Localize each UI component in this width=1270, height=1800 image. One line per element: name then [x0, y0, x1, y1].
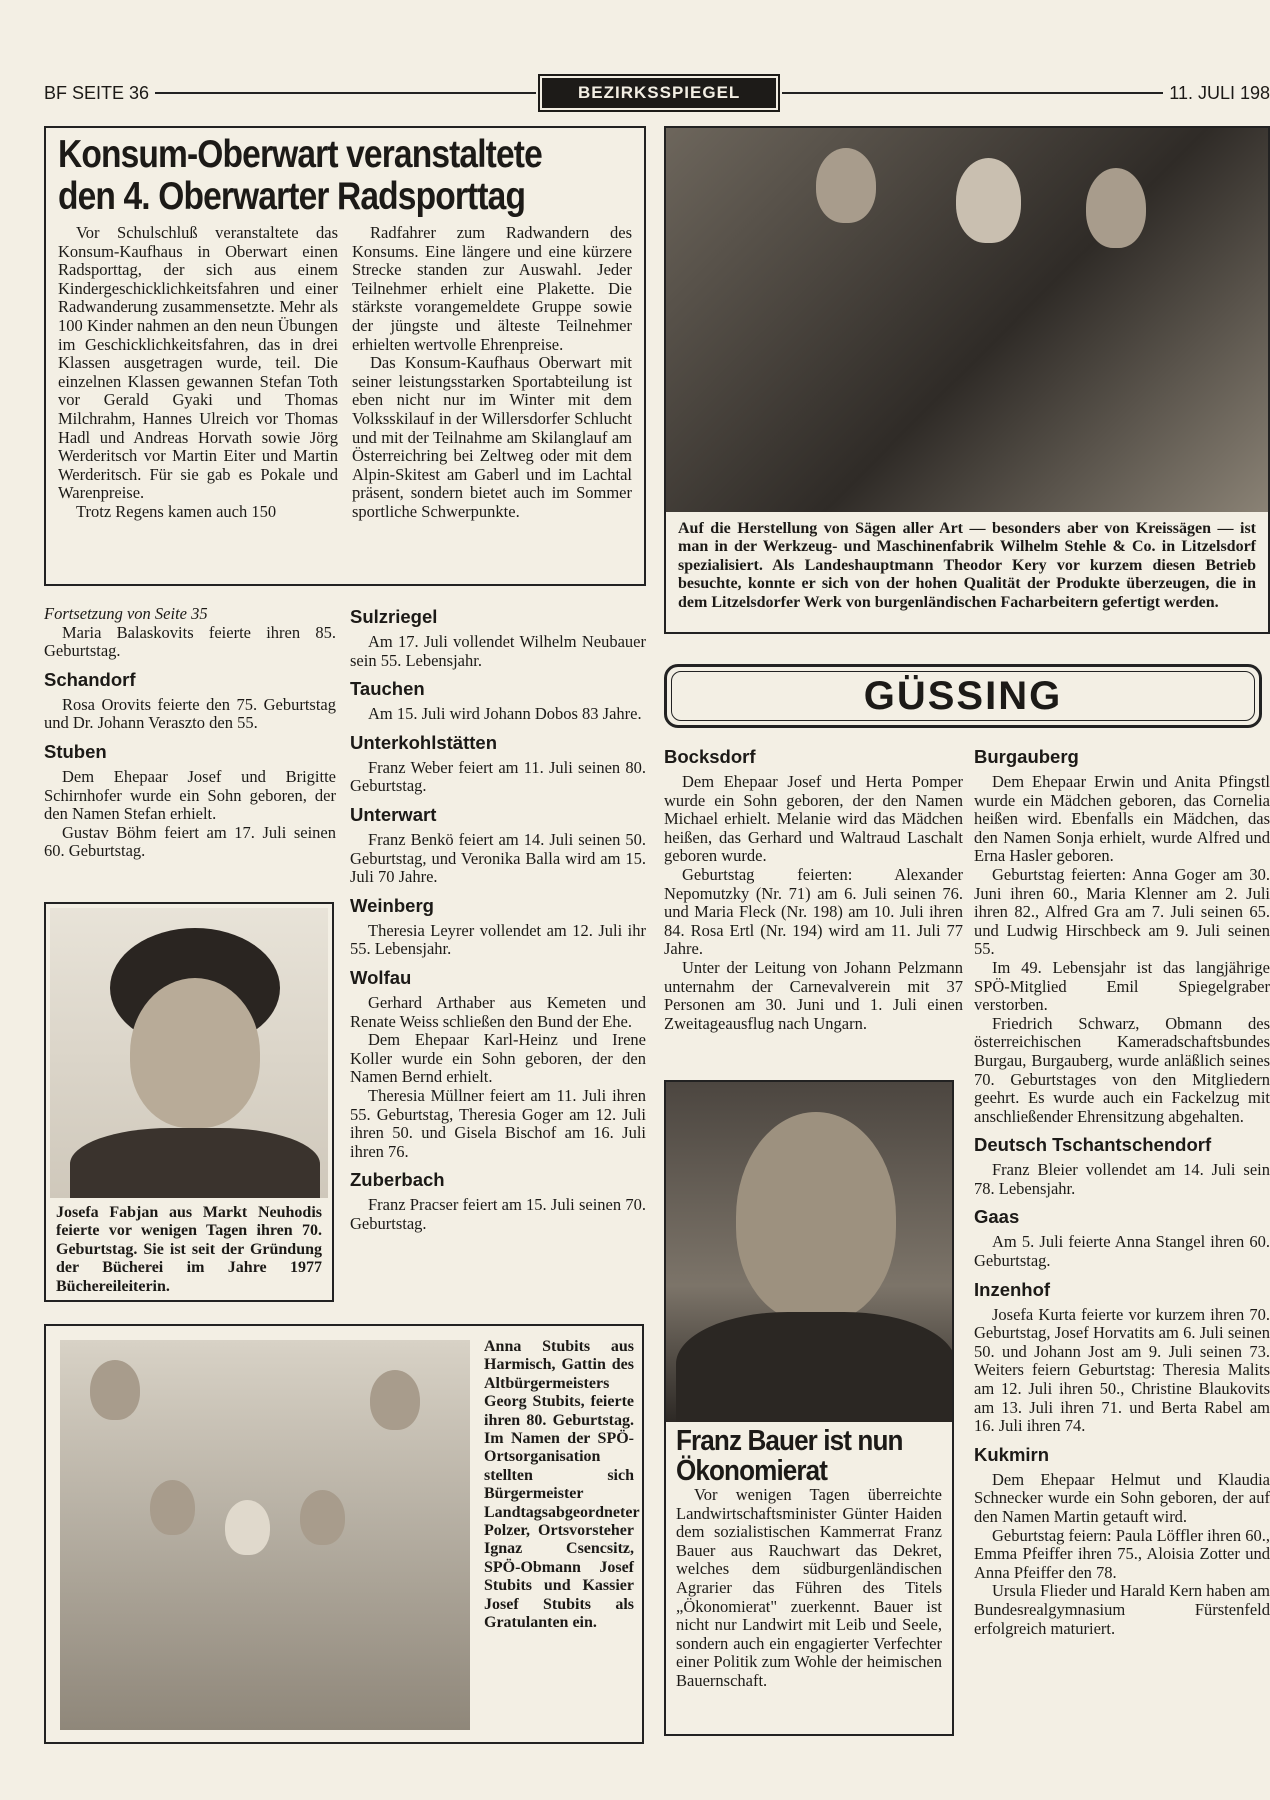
paragraph: Theresia Leyrer vollendet am 12. Juli ihr 55. Lebensjahr.: [350, 920, 646, 959]
fabjan-photo-box: [44, 902, 334, 1302]
paragraph: Am 5. Juli feierte Anna Stangel ihren 60. Geburtstag.: [974, 1232, 1270, 1271]
paragraph: Dem Ehepaar Josef und Herta Pomper wurde ein Sohn geboren, der den Namen Michael erhielt. Melanie wird das Mädchen heißen, das Gerhard und Waltraud Laschalt geboren wurde.: [664, 772, 963, 866]
paragraph: Gustav Böhm feiert am 17. Juli seinen 60. Geburtstag.: [44, 822, 336, 861]
stubits-photo: [60, 1340, 470, 1730]
paragraph: Rosa Orovits feierte den 75. Geburtstag und Dr. Johann Veraszto den 55.: [44, 694, 336, 733]
paragraph: Geburtstag feiern: Paula Löffler ihren 60., Emma Pfeiffer ihren 75., Aloisia Zotter und Anna Pfeiffer den 78.: [974, 1525, 1270, 1582]
fabjan-photo-caption: Josefa Fabjan aus Markt Neuhodis feierte vor wenigen Tagen ihren 70. Geburtstag. Sie ist seit der Gründung der Bücherei im Jahre 1977 Büchereileiterin.: [56, 1204, 322, 1295]
fabjan-photo: [50, 908, 328, 1198]
place-heading: Burgauberg: [974, 746, 1079, 767]
paragraph: Am 15. Juli wird Johann Dobos 83 Jahre.: [368, 704, 642, 724]
news-item: [44, 669, 336, 733]
place-heading: Sulzriegel: [350, 606, 438, 627]
paragraph: Friedrich Schwarz, Obmann des österreichischen Kameradschaftsbundes Burgau, Burgauberg, wurde anläßlich seines 70. Geburtstages von den Mitgliedern geehrt. Es wurde auch ein Fackelzug mit anschließender Ehrensitzung abgehalten.: [974, 1013, 1270, 1126]
paragraph: Gerhard Arthaber aus Kemeten und Renate Weiss schließen den Bund der Ehe.: [350, 992, 646, 1031]
place-heading: Gaas: [974, 1206, 1020, 1228]
right-column: [974, 738, 1270, 1638]
guessing-banner: [664, 664, 1262, 728]
paragraph: Theresia Müllner feiert am 11. Juli ihren 55. Geburtstag, Theresia Goger am 12. Juli ihren 50. und Gisela Bischof am 16. Juli ihren 76.: [350, 1085, 646, 1161]
paragraph: Vor wenigen Tagen überreichte Landwirtschaftsminister Günter Haiden dem sozialistischen Kammerrat Franz Bauer aus Rauchwart das Dekret, welches dem südburgenländischen Agrarier das Führen des Titels „Ökonomierat" zuerkennt. Bauer ist nicht nur Landwirt mit Leib und Seele, sondern auch ein engagierter Verfechter einer Politik zum Wohle der heimischen Bauernschaft.: [676, 1485, 942, 1690]
news-item: [974, 1206, 1270, 1270]
news-item: [350, 732, 646, 796]
paragraph: Josefa Kurta feierte vor kurzem ihren 70. Geburtstag, Josef Horvatits am 6. Juli seinen 50. und Johann Jost am 9. Juli seinen 73. Weiters feiern Geburtstag: Theresia Malits am 12. Juli ihren 50., Christine Blaukovits am 13. Juli ihren 71. und Berta Rabel am 16. Juli ihren 74.: [974, 1304, 1270, 1436]
news-item: [664, 746, 963, 1033]
bauer-headline: Franz Bauer ist nun Ökonomierat: [676, 1425, 903, 1487]
place-heading: Wolfau: [350, 966, 412, 988]
paragraph: Maria Balaskovits feierte ihren 85. Geburtstag.: [44, 622, 336, 661]
continuation-note: Fortsetzung von Seite 35: [44, 604, 208, 623]
news-item: [350, 1169, 646, 1233]
factory-photo: [666, 128, 1268, 512]
news-item: [44, 624, 336, 661]
paragraph: Das Konsum-Kaufhaus Oberwart mit seiner leistungsstarken Sportabteilung ist eben nicht nur im Winter mit dem Volksskilauf in der Willersdorfer Schlucht und mit der Teilnahme am Skilanglauf am Österreichring bei Zeltweg oder mit dem Alpin-Skitest am Gaberl und im Lachtal präsent, sondern bietet auch im Sommer sportliche Schwerpunkte.: [352, 353, 632, 521]
news-item: [974, 1444, 1270, 1638]
news-item: [350, 967, 646, 1161]
place-heading: Bocksdorf: [664, 746, 756, 767]
middle-column: [350, 598, 646, 1233]
paragraph: Geburtstag feierten: Alexander Nepomutzky (Nr. 71) am 6. Juli seinen 76. und Maria Fleck (Nr. 198) am 10. Juli ihren 84. Rosa Ertl (Nr. 194) wird am 11. Juli 77 Jahre.: [664, 864, 963, 959]
paragraph: Im 49. Lebensjahr ist das langjährige SPÖ-Mitglied Emil Spiegelgraber verstorben.: [974, 957, 1270, 1015]
place-heading: Unterkohlstätten: [350, 731, 497, 753]
page-header: [44, 78, 1270, 108]
paragraph: Ursula Flieder und Harald Kern haben am Bundesrealgymnasium Fürstenfeld erfolgreich maturiert.: [974, 1581, 1270, 1638]
bauer-body: [676, 1486, 942, 1691]
paragraph: Franz Weber feiert am 11. Juli seinen 80. Geburtstag.: [350, 757, 646, 796]
left-column: [44, 605, 336, 861]
place-heading: Kukmirn: [974, 1443, 1050, 1465]
news-item: [350, 678, 646, 724]
page-number: BF SEITE 36: [44, 82, 150, 103]
place-heading: Schandorf: [44, 668, 136, 690]
paragraph: Vor Schulschluß veranstaltete das Konsum-Kaufhaus in Oberwart einen Radsporttag, der sich aus einem Kindergeschicklichkeitsfahren und einer Radwanderung zusammensetzte. Mehr als 100 Kinder nahmen an den neun Übungen im Geschicklichkeitsfahren, das in drei Klassen ausgetragen wurde, teil. Die einzelnen Klassen gewannen Stefan Toth vor Gerald Gyaki und Thomas Milchrahm, Hannes Ulreich vor Thomas Hadl und Andreas Horvath sowie Jörg Werderitsch vor Martin Eiter und Martin Werderitsch. Für sie gab es Pokale und Warenpreise.: [58, 223, 338, 503]
place-heading: Inzenhof: [974, 1278, 1051, 1300]
lead-headline: Konsum-Oberwart veranstaltete den 4. Oberwarter Radsporttag: [58, 133, 542, 218]
divider: [155, 92, 536, 94]
paragraph: Dem Ehepaar Josef und Brigitte Schirnhofer wurde ein Sohn geboren, der den Namen Stefan erhielt.: [44, 766, 336, 824]
guessing-title: GÜSSING: [863, 673, 1063, 718]
place-heading: Tauchen: [350, 678, 425, 700]
bauer-photo: [666, 1082, 952, 1422]
news-item: [350, 804, 646, 887]
news-item: [350, 895, 646, 959]
lead-article: [44, 126, 646, 586]
paragraph: Am 17. Juli vollendet Wilhelm Neubauer sein 55. Lebensjahr.: [350, 632, 646, 670]
place-heading: Stuben: [44, 740, 107, 762]
place-heading: Deutsch Tschantschendorf: [974, 1134, 1212, 1156]
paragraph: Franz Benkö feiert am 14. Juli seinen 50. Geburtstag, und Veronika Balla wird am 15. Juli 70 Jahre.: [350, 829, 646, 887]
factory-photo-box: [664, 126, 1270, 634]
place-heading: Unterwart: [350, 803, 437, 825]
place-heading: Weinberg: [350, 894, 434, 916]
news-item: [974, 1279, 1270, 1436]
paragraph: Radfahrer zum Radwandern des Konsums. Eine längere und eine kürzere Strecke standen zur Auswahl. Jeder Teilnehmer erhielt eine Plakette. Die stärkste vorangemeldete Gruppe sowie der jüngste und älteste Teilnehmer erhielten wertvolle Ehrenpreise.: [352, 223, 632, 354]
bauer-article: [664, 1080, 954, 1736]
lead-col-1: [58, 224, 338, 522]
news-item: [974, 1134, 1270, 1198]
factory-photo-caption: Auf die Herstellung von Sägen aller Art — besonders aber von Kreissägen — ist man in der Werkzeug- und Maschinenfabrik Wilhelm Stehle & Co. in Litzelsdorf spezialisiert. Als Landeshauptmann Theodor Kery vor kurzem diesen Betrieb besuchte, konnte er sich von der hohen Qualität der Produkte überzeugen, die in dem Litzelsdorfer Werk von burgenländischen Facharbeitern gefertigt werden.: [678, 520, 1256, 611]
divider: [782, 92, 1163, 94]
news-item: [974, 746, 1270, 1126]
paragraph: Trotz Regens kamen auch 150: [76, 501, 277, 521]
place-heading: Zuberbach: [350, 1169, 445, 1191]
paragraph: Franz Bleier vollendet am 14. Juli sein 78. Lebensjahr.: [974, 1160, 1270, 1198]
section-badge: BEZIRKSSPIEGEL: [542, 78, 776, 108]
paragraph: Dem Ehepaar Karl-Heinz und Irene Koller wurde ein Sohn geboren, der den Namen Bernd erhielt.: [350, 1030, 646, 1087]
lead-col-2: [352, 224, 632, 522]
issue-date: 11. JULI 198: [1169, 82, 1270, 103]
news-item: [350, 606, 646, 670]
paragraph: Dem Ehepaar Erwin und Anita Pfingstl wurde ein Mädchen geboren, das Cornelia heißen wird. Ebenfalls ein Mädchen, das den Namen Sonja erhielt, wurde Alfred und Erna Hasler geboren.: [974, 772, 1270, 866]
paragraph: Geburtstag feierten: Anna Goger am 30. Juni ihren 60., Maria Klenner am 2. Juli ihren 82., Alfred Gra am 7. Juli seinen 65. und Ludwig Hirschbeck am 9. Juli seinen 55.: [974, 864, 1270, 959]
news-item: [44, 741, 336, 861]
paragraph: Dem Ehepaar Helmut und Klaudia Schnecker wurde ein Sohn geboren, der auf den Namen Martin getauft wird.: [974, 1469, 1270, 1526]
paragraph: Unter der Leitung von Johann Pelzmann unternahm der Carnevalverein mit 37 Personen am 30. Juni und 1. Juli einen Zweitageausflug nach Ungarn.: [664, 957, 963, 1033]
stubits-photo-box: [44, 1324, 644, 1744]
paragraph: Franz Pracser feiert am 15. Juli seinen 70. Geburtstag.: [350, 1195, 646, 1233]
stubits-photo-caption: Anna Stubits aus Harmisch, Gattin des Altbürgermeisters Georg Stubits, feierte ihren 80. Geburtstag. Im Namen der SPÖ-Ortsorganisation stellten sich Bürgermeister Landtagsabgeordneter Polzer, Ortsvorsteher Ignaz Csencsitz, SPÖ-Obmann Josef Stubits und Kassier Josef Stubits als Gratulanten ein.: [484, 1338, 640, 1632]
bocksdorf-column: [664, 738, 963, 1033]
